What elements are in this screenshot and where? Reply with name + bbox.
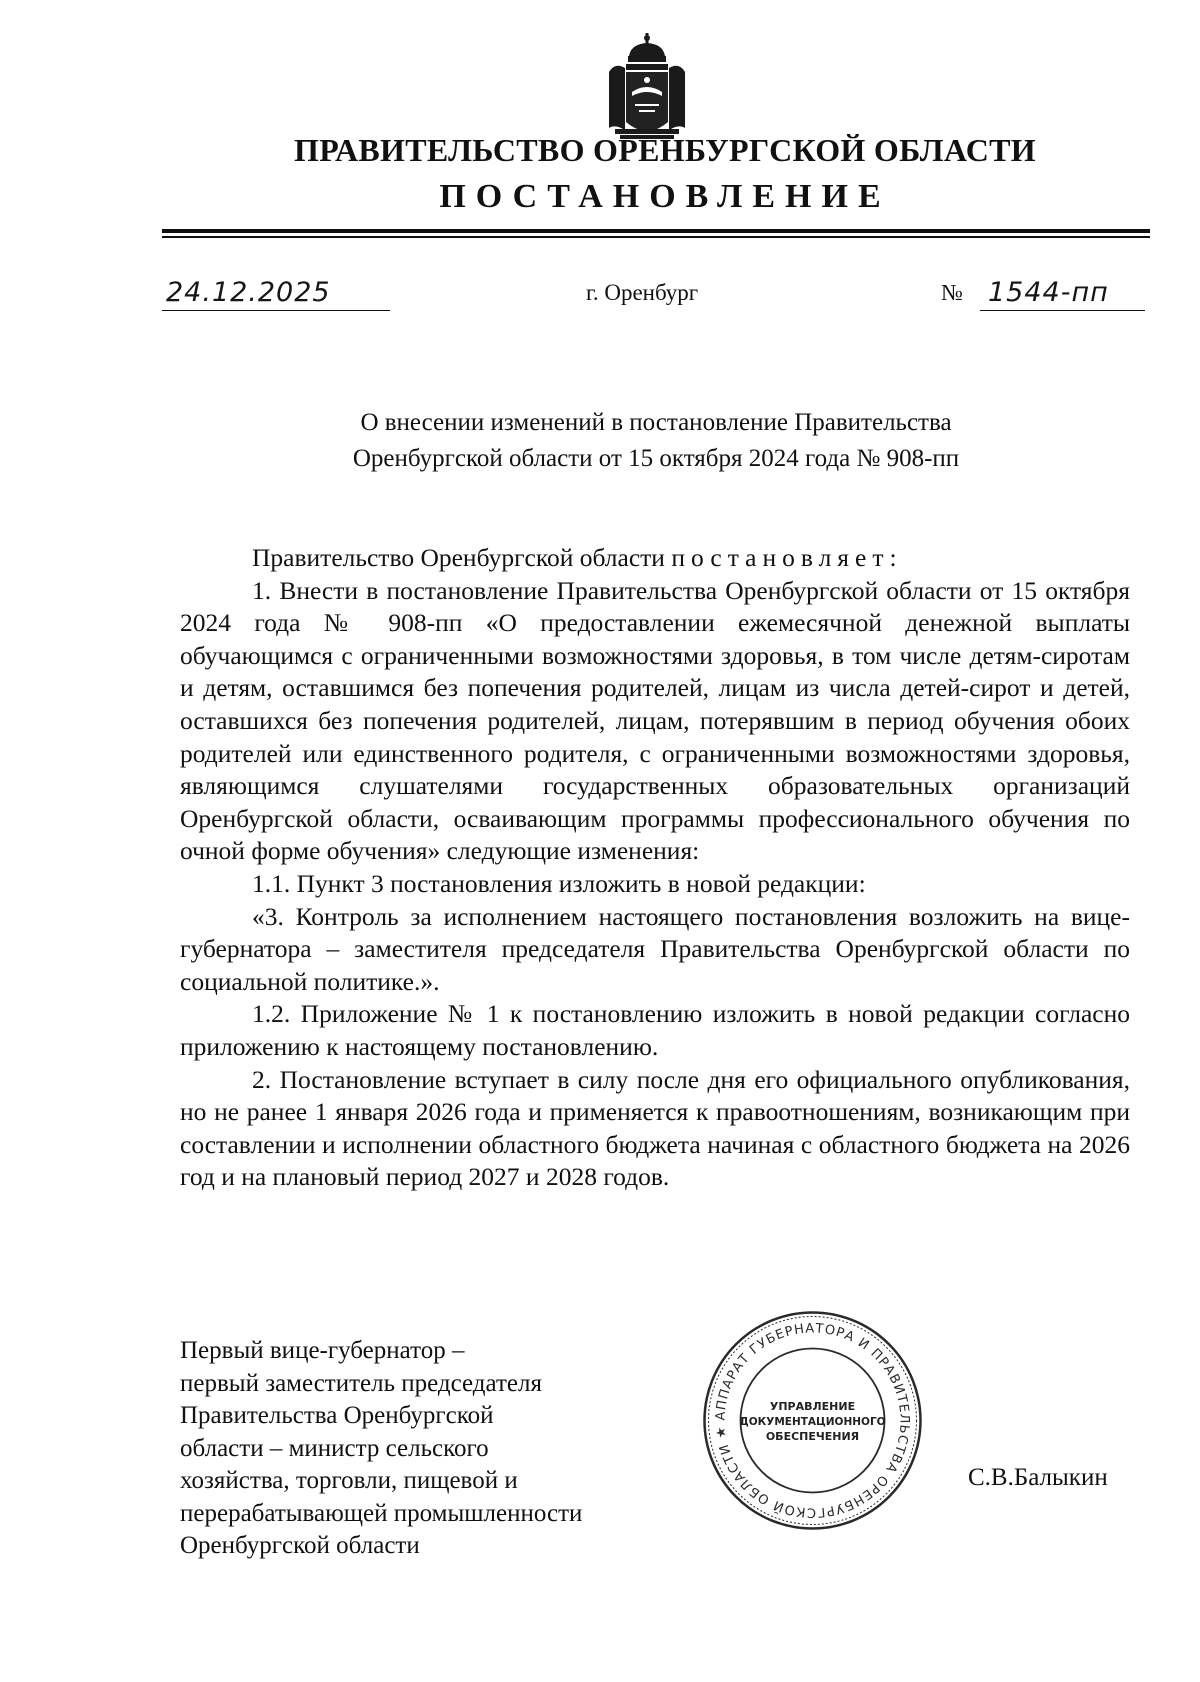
intro-spaced: постановляет: [671,543,903,572]
stamp-center-line: УПРАВЛЕНИЕ [769,1400,856,1413]
subject-line-1: О внесении изменений в постановление Правительства [360,409,952,436]
header-rule-thick [162,229,1150,233]
official-stamp [700,1308,925,1533]
subject-line-2: Оренбургской области от 15 октября 2024 года № 908-пп [352,445,960,472]
number-sign: № [941,280,963,305]
header-rule-thin [162,236,1150,238]
intro-lead: Правительство Оренбургской области [252,543,672,572]
item-1: 1. Внести в постановление Правительства Оренбургской области от 15 октября 2024 года № 908-пп «О предоставлении ежемесячной денежной выплаты обучающимся с ограниченными возможностями здоровья, в том числе детям-сиротам и детям, оставшимся без попечения родителей, лицам из числа детей-сирот и детей, оставшихся без попечения родителей, лицам, потерявшим в период обучения обоих родителей или единственного родителя, с ограниченными возможностями здоровья, являющимся слушателями государственных образовательных организаций Оренбургской области, осваивающим программы профессионального обучения по очной форме обучения» следующие изменения: [180,575,1130,866]
number-field [980,270,1145,311]
stamp-center-line: ДОКУМЕНТАЦИОННОГО [739,1416,886,1428]
signer-position [180,1335,650,1563]
document-subject [162,405,1150,477]
item-1-1-quote: «3. Контроль за исполнением настоящего постановления возложить на вице-губернатора – заместителя председателя Правительства Оренбургской области по социальной политике.». [180,901,1130,996]
signer-line: хозяйства, торговли, пищевой и [180,1467,518,1494]
government-title: ПРАВИТЕЛЬСТВО ОРЕНБУРГСКОЙ ОБЛАСТИ [294,132,1036,168]
intro-paragraph [180,542,1130,575]
coat-of-arms-icon [605,32,689,142]
item-1-2: 1.2. Приложение № 1 к постановлению изложить в новой редакции согласно приложению к настоящему постановлению. [180,999,1130,1061]
document-body [180,542,1130,1194]
item-2: 2. Постановление вступает в силу после дня его официального опубликования, но не ранее 1 января 2026 года и применяется к правоотношениям, возникающим при составлении и исполнении областного бюджета начиная с областного бюджета на 2026 год и на плановый период 2027 и 2028 годов. [180,1064,1130,1192]
signer-line: Первый вице-губернатор – [180,1337,465,1364]
item-1-1: 1.1. Пункт 3 постановления изложить в новой редакции: [252,868,866,898]
stamp-center-line: ОБЕСПЕЧЕНИЯ [765,1430,860,1443]
stamp-ring-text: АППАРАТ ГУБЕРНАТОРА И ПРАВИТЕЛЬСТВА ОРЕНБУРГСКОЙ ОБЛАСТИ ★ [713,1321,912,1520]
city: г. Оренбург [586,280,699,305]
signer-line: Правительства Оренбургской [180,1402,494,1429]
signer-line: Оренбургской области [180,1532,420,1559]
signer-name: С.В.Балыкин [968,1464,1108,1491]
signer-line: первый заместитель председателя [180,1369,542,1397]
signer-line: области – министр сельского [180,1434,489,1462]
date-field [162,270,390,311]
document-type: ПОСТАНОВЛЕНИЕ [439,178,891,215]
handwritten-date: 24.12.2025 [166,277,331,308]
signer-line: перерабатывающей промышленности [180,1499,583,1527]
handwritten-number: 1544-пп [988,277,1109,308]
